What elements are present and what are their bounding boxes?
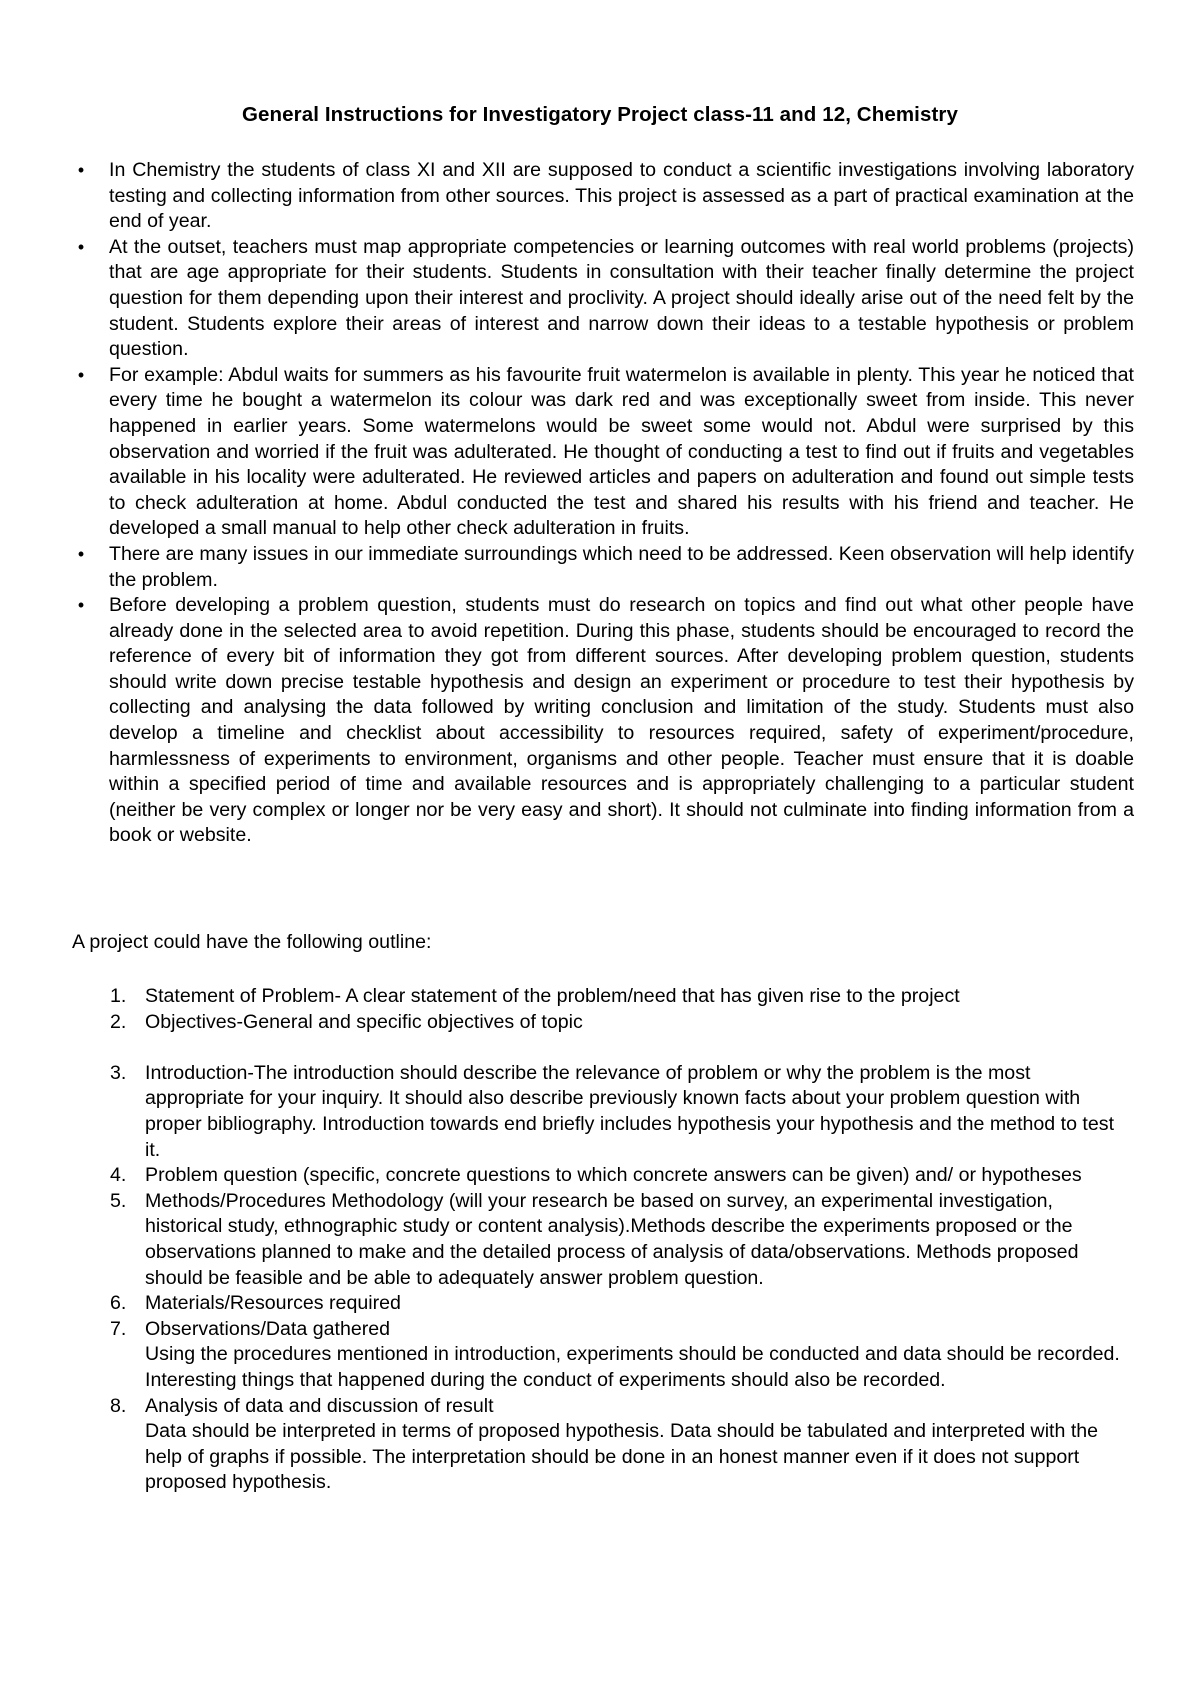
outline-text: Problem question (specific, concrete questions to which concrete answers can be given) and/ or hypotheses <box>145 1164 1082 1187</box>
outline-number: 2. <box>110 1010 127 1033</box>
outline-number: 5. <box>110 1189 127 1212</box>
outline-text: Materials/Resources required <box>145 1292 401 1315</box>
bullet-text: For example: Abdul waits for summers as his favourite fruit watermelon is available in plenty. This year he noticed that every time he bought a watermelon its colour was dark red and was exceptionally sweet from inside. This never happened in earlier years. Some watermelons would be sweet some would not. Abdul were surprised by this observation and worried if the fruit was adulterated. He thought of conducting a test to find out if fruits and vegetables available in his locality were adulterated. He reviewed articles and papers on adulteration and found out simple tests to check adulteration at home. Abdul conducted the test and shared his results with his friend and teacher. He developed a small manual to help other check adulteration in fruits. <box>109 363 1134 540</box>
outline-number: 3. <box>110 1061 127 1084</box>
bullet-item <box>72 363 1134 542</box>
outline-number: 4. <box>110 1164 127 1187</box>
outline-subtext: Data should be interpreted in terms of proposed hypothesis. Data should be tabulated and interpreted with the help of graphs if possible. The interpretation should be done in an honest manner even if it does not support proposed hypothesis. <box>145 1420 1099 1494</box>
outline-number: 6. <box>110 1292 127 1315</box>
bullet-text: Before developing a problem question, students must do research on topics and find out what other people have already done in the selected area to avoid repetition. During this phase, students should be encouraged to record the reference of every bit of information they got from different sources. After developing problem question, students should write down precise testable hypothesis and design an experiment or procedure to test their hypothesis by collecting and analysing the data followed by writing conclusion and limitation of the study. Students must also develop a timeline and checklist about accessibility to resources required, safety of experiment/procedure, harmlessness of experiments to environment, organisms and other people. Teacher must ensure that it is doable within a specified period of time and available resources and is appropriately challenging to a particular student (neither be very complex or longer nor be very easy and short). It should not culminate into finding information from a book or website. <box>109 594 1134 847</box>
instruction-bullet-list <box>72 158 1134 849</box>
outline-item <box>72 1163 1134 1189</box>
bullet-item <box>72 542 1134 593</box>
bullet-icon: • <box>77 160 85 180</box>
outline-item <box>72 1317 1134 1394</box>
outline-item <box>72 1394 1134 1496</box>
bullet-text: At the outset, teachers must map appropriate competencies or learning outcomes with real world problems (projects) that are age appropriate for their students. Students in consultation with their teacher finally determine the project question for them depending upon their interest and proclivity. A project should ideally arise out of the need felt by the student. Students explore their areas of interest and narrow down their ideas to a testable hypothesis or problem question. <box>109 235 1134 361</box>
outline-subtext: Using the procedures mentioned in introduction, experiments should be conducted and data should be recorded. Interesting things that happened during the conduct of experiments should also be recorded. <box>145 1343 1120 1391</box>
outline-number: 8. <box>110 1394 127 1417</box>
outline-number: 7. <box>110 1317 127 1340</box>
bullet-item <box>72 158 1134 235</box>
bullet-icon: • <box>77 595 85 616</box>
outline-text: Analysis of data and discussion of result <box>145 1394 494 1417</box>
outline-text: Observations/Data gathered <box>145 1317 391 1340</box>
bullet-text: There are many issues in our immediate surroundings which need to be addressed. Keen observation will help identify the problem. <box>109 542 1134 591</box>
bullet-icon: • <box>77 543 85 564</box>
outline-item <box>72 1010 1134 1036</box>
bullet-item <box>72 235 1134 363</box>
outline-text: Objectives-General and specific objectives of topic <box>145 1010 583 1033</box>
outline-item <box>72 1291 1134 1317</box>
bullet-item <box>72 593 1134 849</box>
bullet-text: In Chemistry the students of class XI and XII are supposed to conduct a scientific investigations involving laboratory testing and collecting information from other sources. This project is assessed as a part of practical examination at the end of year. <box>109 159 1134 233</box>
outline-text: Methods/Procedures Methodology (will your research be based on survey, an experimental investigation, historical study, ethnographic study or content analysis).Methods describe the experiments proposed or the observations planned to make and the detailed process of analysis of data/observations. Methods proposed should be feasible and be able to adequately answer problem question. <box>145 1189 1079 1289</box>
outline-item <box>72 1189 1134 1291</box>
outline-item <box>72 1061 1134 1163</box>
document-title: General Instructions for Investigatory Project class-11 and 12, Chemistry <box>242 103 958 126</box>
outline-intro: A project could have the following outline: <box>72 931 432 953</box>
outline-item <box>72 984 1134 1010</box>
outline-text: Statement of Problem- A clear statement of the problem/need that has given rise to the project <box>145 985 960 1007</box>
bullet-icon: • <box>77 236 85 257</box>
project-outline-list <box>72 984 1134 1496</box>
bullet-icon: • <box>77 364 85 385</box>
outline-text: Introduction-The introduction should describe the relevance of problem or why the problem is the most appropriate for your inquiry. It should also describe previously known facts about your problem question with proper bibliography. Introduction towards end briefly includes hypothesis your hypothesis and the method to test it. <box>145 1061 1115 1161</box>
outline-number: 1. <box>110 985 127 1007</box>
